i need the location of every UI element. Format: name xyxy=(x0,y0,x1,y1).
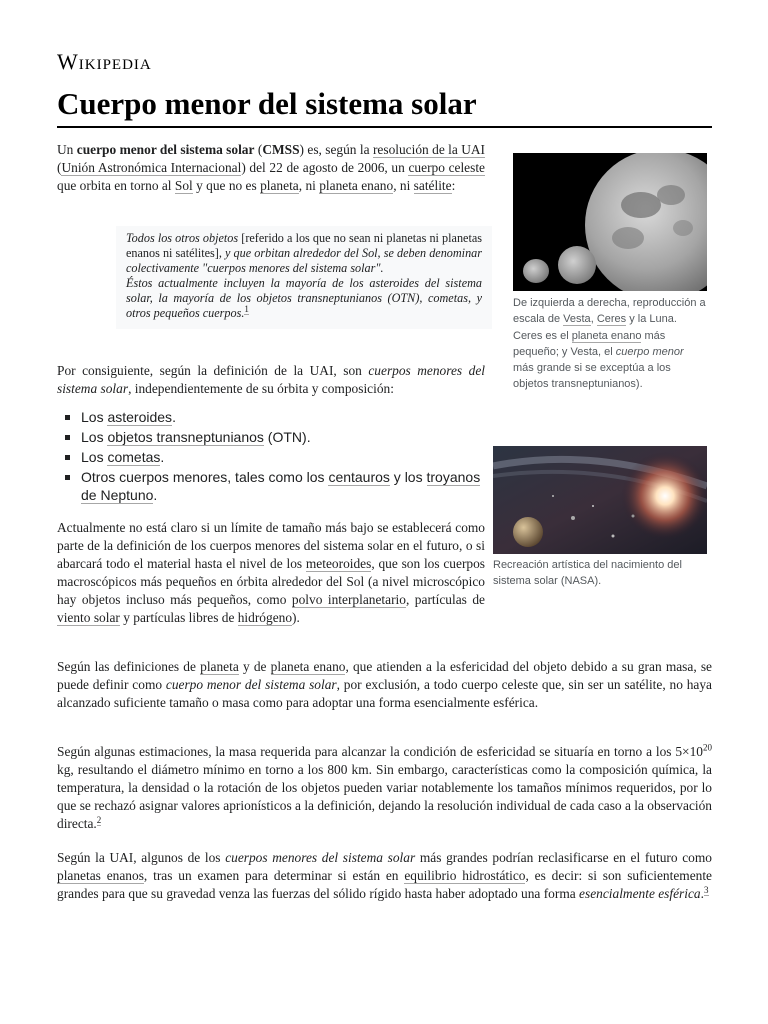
link-hidrogeno[interactable]: hidrógeno xyxy=(237,610,293,625)
para-definiciones: Según las definiciones de planeta y de planeta enano, que atienden a la esfericidad del objeto debido a su gran masa, se puede definir como cuerpo menor del sistema solar, por exclusión, a todo cuerpo celeste que, sin ser un satélite, no haya alcanzado suficiente tamaño o masa como para adoptar una forma esencialmente esférica. xyxy=(57,659,712,710)
link-meteoroides[interactable]: meteoroides xyxy=(305,556,372,571)
ref-2[interactable]: 2 xyxy=(96,814,102,825)
list-item: Los cometas. xyxy=(57,448,487,466)
link-centauros[interactable]: centauros xyxy=(328,469,390,485)
quote-line-1: Todos los otros objetos [referido a los que no sean ni planetas ni planetas enanos ni satélites], y que orbitan alrededor del Sol, se deben denominar colectivamente "cuerpos menores del sistema solar". xyxy=(126,231,482,275)
intro-text: que orbita en torno al xyxy=(57,178,175,193)
intro-text: , ni xyxy=(393,178,414,193)
intro-text: y que no es xyxy=(192,178,261,193)
term-cmss: cuerpo menor del sistema solar xyxy=(76,142,255,157)
quote-line-2: Éstos actualmente incluyen la mayoría de los asteroides del sistema solar, la mayoría de los objetos transneptunianos (OTN), cometas, y otros pequeños cuerpos.$^1$ xyxy=(126,276,482,320)
figure-2-caption: Recreación artística del nacimiento del sistema solar (NASA). xyxy=(493,559,682,588)
link-viento-solar[interactable]: viento solar xyxy=(57,610,120,625)
wikipedia-logo[interactable]: Wikipedia xyxy=(57,49,152,74)
link-troyanos-neptuno[interactable]: troyanos de Neptuno xyxy=(81,469,481,503)
intro-text: ) es, según la xyxy=(299,142,373,157)
exponent: 20 xyxy=(703,742,712,753)
link-objetos-transneptunianos[interactable]: objetos transneptunianos xyxy=(107,429,264,445)
term-abbrev: CMSS xyxy=(262,142,300,157)
definition-quote xyxy=(116,226,492,329)
vesta-ceres-moon-image[interactable] xyxy=(513,153,707,291)
link-vesta[interactable]: Vesta xyxy=(563,313,591,326)
intro-paragraph xyxy=(57,141,485,195)
list-item: Otros cuerpos menores, tales como los centauros y los troyanos de Neptuno. xyxy=(57,468,487,504)
cmss-list xyxy=(57,408,487,506)
link-ceres[interactable]: Ceres xyxy=(596,313,627,326)
para-estimaciones: Según algunas estimaciones, la masa requerida para alcanzar la condición de esfericidad se situaría en torno a los $5\times 10^{20}$ kg, resultando el diámetro mínimo en torno a los 800 km. Sin embargo, características como la composición química, la temperatura, la densidad o la rotación de los objetos pueden variar notablemente los tamaños mínimos requeridos, por lo que se rechazó asignar valores aprionísticos a la definición, dejando la resolución individual de cada caso a la observación directa.$^2$ xyxy=(57,742,712,831)
title-divider xyxy=(57,126,712,128)
list-item: Los asteroides. xyxy=(57,408,487,426)
solar-system-birth-image[interactable] xyxy=(493,446,707,554)
intro-text: ) del 22 de agosto de 2006, un xyxy=(241,160,409,175)
link-planetas-enanos[interactable]: planetas enanos xyxy=(57,868,144,883)
list-item: Los objetos transneptunianos (OTN). xyxy=(57,428,487,446)
figure-nacimiento-sistema-solar xyxy=(493,446,707,590)
link-equilibrio-hidrostatico[interactable]: equilibrio hidrostático xyxy=(404,868,526,883)
para-consiguiente: Por consiguiente, según la definición de la UAI, son cuerpos menores del sistema solar, independientemente de su órbita y composición: xyxy=(57,363,485,396)
link-planeta-enano[interactable]: planeta enano xyxy=(319,178,394,193)
intro-text: ( xyxy=(254,142,263,157)
link-planeta[interactable]: planeta xyxy=(200,659,239,674)
link-cometas[interactable]: cometas xyxy=(107,449,161,465)
figure-vesta-ceres-luna xyxy=(513,153,707,393)
ref-1[interactable]: 1 xyxy=(244,303,249,314)
intro-text: : xyxy=(451,178,456,193)
link-polvo-interplanetario[interactable]: polvo interplanetario xyxy=(291,592,406,607)
figure-1-caption: De izquierda a derecha, reproducción a escala de Vesta, Ceres y la Luna. Ceres es el planeta enano más pequeño; y Vesta, el cuerpo menor más grande si se exceptúa a los objetos transneptunianos). xyxy=(513,297,706,391)
link-planeta-enano[interactable]: planeta enano xyxy=(571,329,642,342)
page-title: Cuerpo menor del sistema solar xyxy=(57,86,477,121)
intro-text: ( xyxy=(57,160,62,175)
link-resolucion-uai[interactable]: resolución de la UAI xyxy=(372,142,485,157)
link-asteroides[interactable]: asteroides xyxy=(107,409,173,425)
para-uai: Según la UAI, algunos de los cuerpos menores del sistema solar más grandes podrían reclasificarse en el futuro como planetas enanos, tras un examen para determinar si están en equilibrio hidrostático, es decir: si son suficientemente grandes para que su gravedad venza las fuerzas del sólido rígido hasta haber adoptado una forma esencialmente esférica.$^3$ xyxy=(57,850,712,901)
link-planeta-enano[interactable]: planeta enano xyxy=(270,659,346,674)
link-satelite[interactable]: satélite xyxy=(413,178,452,193)
link-uai[interactable]: Unión Astronómica Internacional xyxy=(61,160,242,175)
link-sol[interactable]: Sol xyxy=(174,178,193,193)
para-limite-tamano: Actualmente no está claro si un límite de tamaño más bajo se establecerá como parte de la definición de los cuerpos menores del sistema solar en el futuro, o si abarcará todo el material hasta el nivel de los meteoroides, que son los cuerpos macroscópicos más pequeños en órbita alrededor del Sol (a nivel microscópico hay objetos incluso más pequeños, como polvo interplanetario, partículas de viento solar y partículas libres de hidrógeno). xyxy=(57,520,486,625)
link-cuerpo-celeste[interactable]: cuerpo celeste xyxy=(408,160,485,175)
intro-text: , ni xyxy=(298,178,320,193)
link-planeta[interactable]: planeta xyxy=(260,178,299,193)
ref-3[interactable]: 3 xyxy=(704,884,709,895)
intro-text: Un xyxy=(57,142,77,157)
